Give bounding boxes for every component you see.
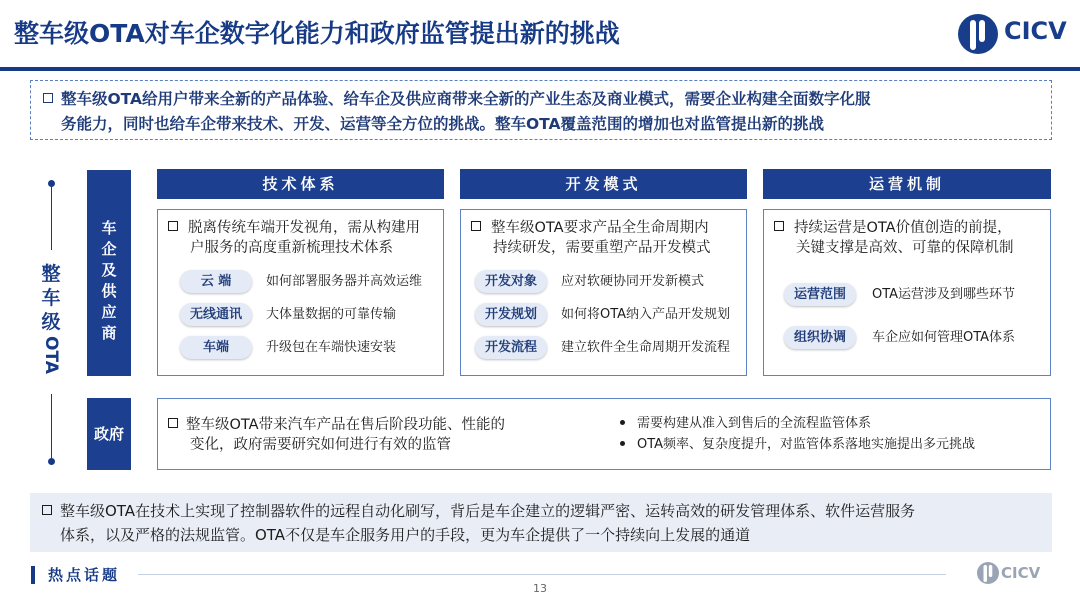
tag-text: OTA运营涉及到哪些环节 [872,287,1016,302]
timeline-line-top [51,184,52,250]
footer-logo-text: CICV [1001,564,1041,582]
column-desc: 整车级OTA要求产品全生命周期内 持续研发，需要重塑产品开发模式 [471,218,711,258]
list-item: 需要构建从准入到售后的全流程监管体系 [620,413,975,434]
title-divider [0,67,1080,71]
tag-pill: 运营范围 [784,283,856,306]
tag-pill: 车端 [180,336,252,359]
square-bullet-icon [168,418,178,428]
tag-pill: 组织协调 [784,326,856,349]
page-number: 13 [533,582,547,595]
tag-text: 应对软硬协同开发新模式 [561,274,705,289]
column-box-ops [763,209,1051,376]
tag-text: 升级包在车端快速安装 [266,340,397,355]
tag-text: 大体量数据的可靠传输 [266,307,397,322]
summary-line-1: 整车级OTA在技术上实现了控制器软件的远程自动化刷写，背后是车企建立的逻辑严密、运转高效的研发管理体系、软件运营服务 [42,499,1040,523]
government-box [157,398,1051,470]
page-title: 整车级OTA对车企数字化能力和政府监管提出新的挑战 [14,19,620,48]
government-bullets [620,413,975,455]
tag-pill: 开发规划 [475,303,547,326]
row-label-company: 车 企 及 供 应 商 [87,170,131,376]
square-bullet-icon [43,93,53,103]
column-header-ops: 运营机制 [763,169,1051,199]
bullet-dot-icon [620,420,625,425]
column-header-tech: 技术体系 [157,169,444,199]
column-box-dev [460,209,747,376]
tag-text: 车企应如何管理OTA体系 [872,330,1016,345]
intro-line-2: 务能力，同时也给车企带来技术、开发、运营等全方位的挑战。整车OTA覆盖范围的增加也对监管提出新的挑战 [61,115,825,133]
summary-box [30,493,1052,552]
tag-pill: 云 端 [180,270,252,293]
tag-pill: 开发对象 [475,270,547,293]
column-box-tech [157,209,444,376]
intro-box [30,80,1052,140]
side-label-ota: 整 车 级 OTA [41,263,61,374]
square-bullet-icon [471,221,481,231]
bullet-dot-icon [620,441,625,446]
footer-accent-bar [31,566,35,584]
square-bullet-icon [168,221,178,231]
tag-pill: 开发流程 [475,336,547,359]
tag-text: 建立软件全生命周期开发流程 [561,340,731,355]
tag-text: 如何将OTA纳入产品开发规划 [561,307,731,322]
government-desc: 整车级OTA带来汽车产品在售后阶段功能、性能的 变化，政府需要研究如何进行有效的监管 [168,415,505,455]
column-header-dev: 开发模式 [460,169,747,199]
column-desc: 持续运营是OTA价值创造的前提， 关键支撑是高效、可靠的保障机制 [774,218,1014,258]
square-bullet-icon [774,221,784,231]
intro-line-1: 整车级OTA给用户带来全新的产品体验、给车企及供应商带来全新的产业生态及商业模式，需要企业构建全面数字化服 [43,87,1039,112]
timeline-dot-bottom [48,458,55,465]
row-label-government: 政府 [87,398,131,470]
list-item: OTA频率、复杂度提升，对监管体系落地实施提出多元挑战 [620,434,975,455]
footer-divider [138,574,946,575]
tag-text: 如何部署服务器并高效运维 [266,274,423,289]
timeline-line-bottom [51,394,52,460]
summary-line-2: 体系，以及严格的法规监管。OTA不仅是车企服务用户的手段，更为车企提供了一个持续向上发展的通道 [60,526,751,544]
footer-section-title: 热点话题 [48,566,121,584]
square-bullet-icon [42,505,52,515]
tag-pill: 无线通讯 [180,303,252,326]
column-desc: 脱离传统车端开发视角，需从构建用 户服务的高度重新梳理技术体系 [168,218,420,258]
logo-text: CICV [1004,17,1067,45]
